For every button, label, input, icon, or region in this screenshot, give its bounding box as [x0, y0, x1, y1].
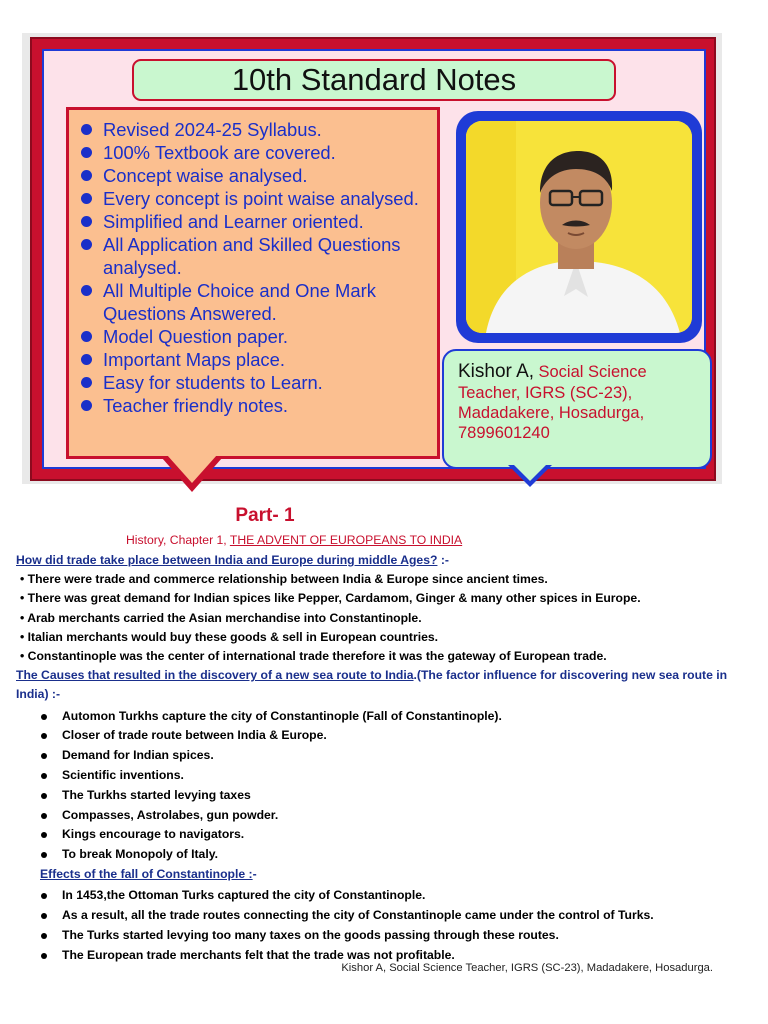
promo-banner	[22, 33, 722, 484]
feature-item: Important Maps place.	[79, 348, 437, 371]
list-item: The European trade merchants felt that the trade was not profitable.	[40, 946, 756, 966]
list-item: • Arab merchants carried the Asian merchandise into Constantinople.	[20, 610, 422, 625]
teacher-school: Teacher, IGRS (SC-23),	[458, 384, 633, 402]
part-title: Part- 1	[235, 505, 295, 526]
answer-list	[16, 886, 756, 965]
teacher-role: Social Science	[538, 363, 647, 381]
bubble-tail-fill	[512, 463, 548, 481]
bullet-icon	[81, 216, 92, 227]
list-item: Kings encourage to navigators.	[40, 825, 756, 845]
banner-frame	[30, 37, 716, 481]
list-item: Demand for Indian spices.	[40, 746, 756, 766]
feature-item: Every concept is point waise analysed.	[79, 187, 437, 210]
features-box	[66, 107, 440, 459]
feature-item: Teacher friendly notes.	[79, 394, 437, 417]
list-item: • Italian merchants would buy these goods & sell in European countries.	[20, 629, 439, 644]
bullet-icon	[81, 239, 92, 250]
bullet-icon	[81, 193, 92, 204]
question-heading: The Causes that resulted in the discovery of a new sea route to India.(The factor influence for discovering new sea route in India) :-	[16, 668, 728, 702]
teacher-photo	[466, 121, 692, 333]
features-list	[69, 110, 437, 417]
bullet-icon	[81, 170, 92, 181]
bullet-icon	[81, 400, 92, 411]
chapter-prefix: History, Chapter 1,	[126, 533, 227, 547]
bullet-icon	[81, 124, 92, 135]
feature-item: All Multiple Choice and One Mark Questions Answered.	[79, 279, 437, 325]
question-heading: Effects of the fall of Constantinople :-	[40, 867, 257, 881]
feature-item: Revised 2024-25 Syllabus.	[79, 118, 437, 141]
list-item: Automon Turkhs capture the city of Constantinople (Fall of Constantinople).	[40, 707, 756, 727]
feature-item: Concept waise analysed.	[79, 164, 437, 187]
callout-tail-fill	[167, 455, 217, 483]
bullet-icon	[81, 354, 92, 365]
teacher-photo-frame	[456, 111, 702, 343]
list-item: To break Monopoly of Italy.	[40, 845, 756, 865]
banner-panel	[42, 49, 706, 469]
list-item: Scientific inventions.	[40, 766, 756, 786]
feature-item: Model Question paper.	[79, 325, 437, 348]
bullet-icon	[81, 285, 92, 296]
teacher-name: Kishor A,	[458, 361, 535, 382]
bullet-icon	[81, 147, 92, 158]
banner-title: 10th Standard Notes	[132, 59, 616, 101]
list-item: Compasses, Astrolabes, gun powder.	[40, 806, 756, 826]
bullet-icon	[81, 331, 92, 342]
list-item: • Constantinople was the center of international trade therefore it was the gateway of European trade.	[20, 649, 607, 664]
document-body	[16, 551, 756, 965]
chapter-title: THE ADVENT OF EUROPEANS TO INDIA	[229, 533, 463, 547]
list-item: The Turks started levying too many taxes on the goods passing through these routes.	[40, 926, 756, 946]
list-item: • There was great demand for Indian spices like Pepper, Cardamom, Ginger & many other spices in Europe.	[20, 591, 641, 606]
page-footer: Kishor A, Social Science Teacher, IGRS (SC-23), Madadakere, Hosadurga.	[341, 962, 713, 974]
answer-list	[16, 707, 756, 865]
teacher-place: Madadakere, Hosadurga,	[458, 404, 645, 422]
feature-item: Easy for students to Learn.	[79, 371, 437, 394]
list-item: • There were trade and commerce relationship between India & Europe since ancient times.	[20, 572, 548, 587]
feature-item: All Application and Skilled Questions analysed.	[79, 233, 437, 279]
chapter-heading	[126, 533, 462, 547]
teacher-phone: 7899601240	[458, 424, 550, 442]
list-item: As a result, all the trade routes connecting the city of Constantinople came under the control of Turks.	[40, 906, 756, 926]
list-item: In 1453,the Ottoman Turks captured the city of Constantinople.	[40, 886, 756, 906]
list-item: The Turkhs started levying taxes	[40, 786, 756, 806]
feature-item: 100% Textbook are covered.	[79, 141, 437, 164]
feature-item: Simplified and Learner oriented.	[79, 210, 437, 233]
portrait-illustration	[466, 121, 692, 333]
teacher-info-bubble	[442, 349, 712, 469]
question-heading: How did trade take place between India and Europe during middle Ages? :-	[16, 553, 449, 567]
answer-list	[16, 570, 756, 666]
list-item: Closer of trade route between India & Europe.	[40, 726, 756, 746]
bullet-icon	[81, 377, 92, 388]
